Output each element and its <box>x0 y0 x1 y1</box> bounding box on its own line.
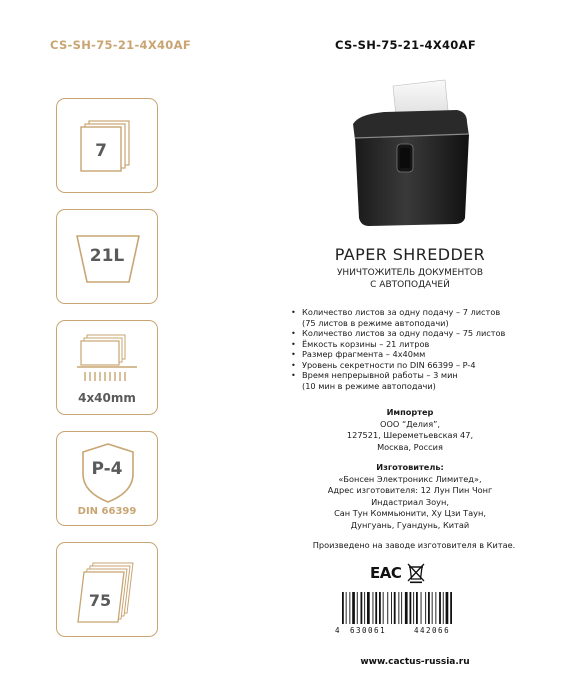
barcode-bar <box>416 592 418 624</box>
manufacturer-heading: Изготовитель: <box>376 462 444 472</box>
spec-list <box>290 307 560 391</box>
barcode-icon <box>340 592 480 626</box>
barcode-bar <box>450 592 452 624</box>
barcode-bar <box>391 592 392 624</box>
barcode-bar <box>421 592 422 624</box>
barcode-bar <box>439 592 441 624</box>
model-code-right: CS-SH-75-21-4X40AF <box>335 38 476 52</box>
spec-item: • Уровень секретности по DIN 66399 – P-4 <box>290 360 560 371</box>
bin-card <box>56 209 158 304</box>
barcode-bar <box>349 592 350 624</box>
barcode-bar <box>410 592 412 624</box>
spec-item: • Размер фрагмента – 4x40мм <box>290 349 560 360</box>
barcode-bar <box>405 592 408 624</box>
manufacturer-block <box>290 462 530 531</box>
barcode-bar <box>387 592 388 624</box>
model-code-left: CS-SH-75-21-4X40AF <box>50 38 191 52</box>
barcode-bar <box>428 592 430 624</box>
barcode-bar <box>342 592 344 624</box>
barcode-bar <box>446 592 449 624</box>
spec-item: • Количество листов за одну подачу – 75 листов <box>290 328 560 339</box>
cut-size-card <box>56 320 158 415</box>
security-standard-caption: DIN 66399 <box>77 506 137 517</box>
barcode-digits-2: 630061 <box>350 626 387 635</box>
importer-line: ООО “Делия”, <box>380 418 440 429</box>
barcode-bar <box>425 592 426 624</box>
barcode-bar <box>364 592 365 624</box>
barcode-bar <box>379 592 381 624</box>
manufacturer-line: Дунгуань, Гуандунь, Китай <box>350 519 470 530</box>
importer-heading: Импортер <box>386 407 434 417</box>
barcode-bar <box>398 592 399 624</box>
barcode-bar <box>346 592 347 624</box>
barcode-bar <box>435 592 436 624</box>
barcode-bar <box>357 592 358 624</box>
barcode-bar <box>383 592 384 624</box>
barcode-bar <box>375 592 377 624</box>
product-title-en: PAPER SHREDDER <box>334 245 486 264</box>
manufacturer-line: Индастриал Зоун, <box>371 496 449 507</box>
product-title-ru-line1: УНИЧТОЖИТЕЛЬ ДОКУМЕНТОВ <box>336 268 484 278</box>
barcode-bar <box>352 592 355 624</box>
barcode-bar <box>394 592 396 624</box>
importer-line: Москва, Россия <box>377 441 443 452</box>
manufacturer-line: Сан Тун Коммьюнити, Ху Цзи Таун, <box>334 508 486 518</box>
shredder-image <box>345 78 475 228</box>
spec-item: • Количество листов за одну подачу – 7 листов (75 листов в режиме автоподачи) <box>290 307 560 328</box>
made-in-note: Произведено на заводе изготовителя в Китае. <box>312 540 516 550</box>
autofeed-value: 75 <box>88 591 112 610</box>
security-level-value: P-4 <box>91 459 123 479</box>
autofeed-card <box>56 542 158 637</box>
manufacturer-line: Адрес изготовителя: 12 Лун Пин Чонг <box>327 485 493 495</box>
sheets-value: 7 <box>95 141 107 161</box>
product-title-ru-line2: С АВТОПОДАЧЕЙ <box>370 280 450 290</box>
security-card <box>56 431 158 526</box>
cut-size-value: 4x40mm <box>78 391 136 405</box>
barcode-bar <box>367 592 370 624</box>
barcode-bar <box>413 592 414 624</box>
barcode-bar <box>401 592 402 624</box>
weee-bin-icon <box>407 562 425 584</box>
website-url: www.cactus-russia.ru <box>360 657 470 667</box>
barcode-digit-1: 4 <box>335 626 340 635</box>
eac-mark: EAC <box>370 564 402 582</box>
sheets-card <box>56 98 158 193</box>
spec-item: • Ёмкость корзины – 21 литров <box>290 339 560 350</box>
importer-block <box>290 407 530 453</box>
manufacturer-line: «Бонсен Электроникс Лимитед», <box>338 473 482 484</box>
importer-line: 127521, Шереметьевская 47, <box>346 430 474 440</box>
barcode-bar <box>443 592 444 624</box>
barcode-bar <box>373 592 374 624</box>
bin-value: 21L <box>89 246 125 266</box>
barcode-digits-3: 442066 <box>414 626 451 635</box>
barcode-bar <box>361 592 363 624</box>
barcode-bar <box>432 592 433 624</box>
spec-item: • Время непрерывной работы – 3 мин (10 мин в режиме автоподачи) <box>290 370 560 391</box>
